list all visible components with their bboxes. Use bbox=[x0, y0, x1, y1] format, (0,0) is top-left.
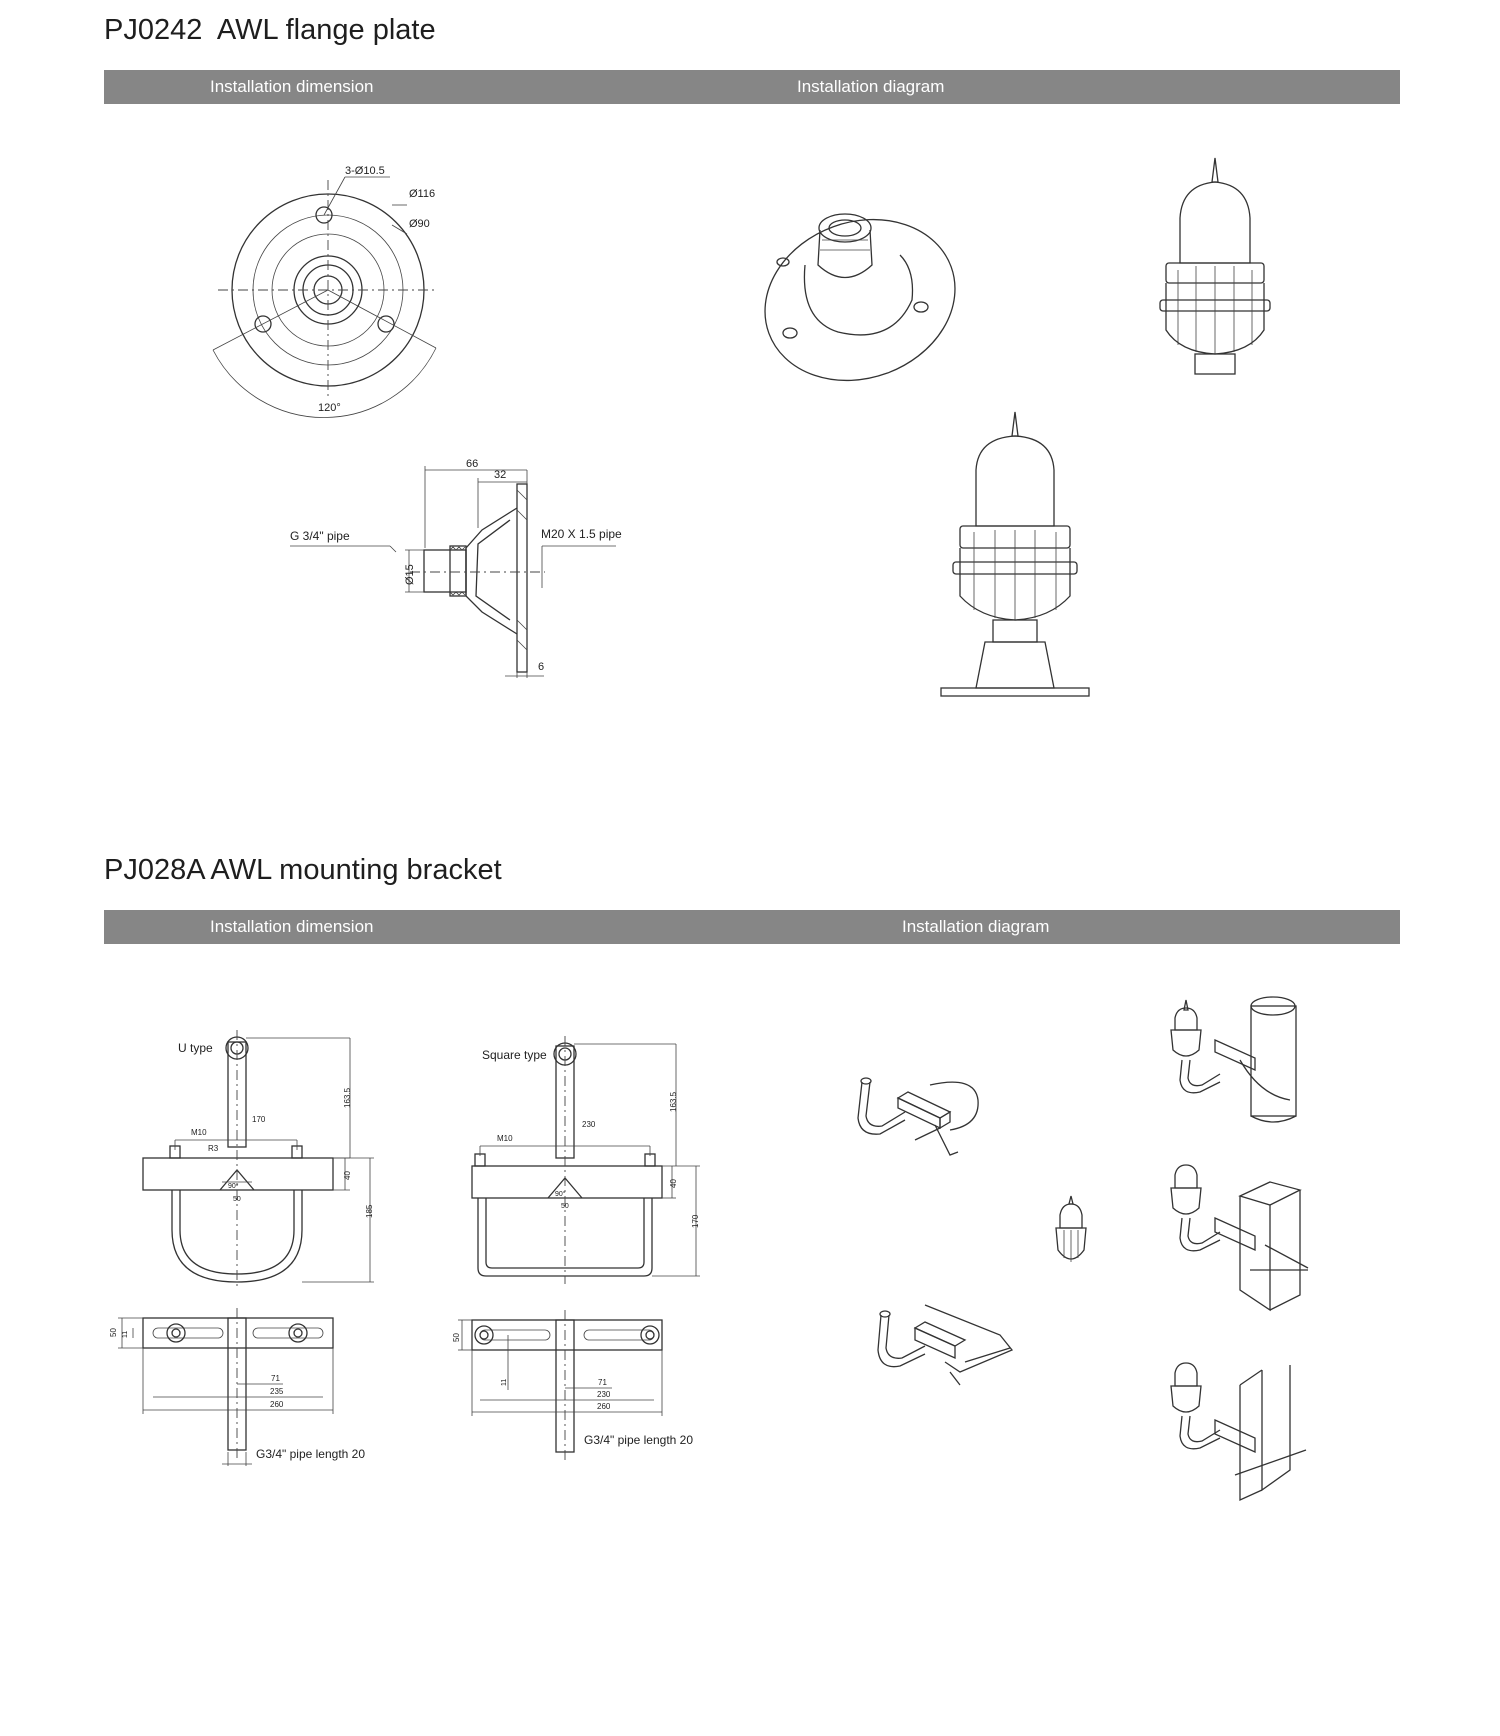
small-light-icon-drawing bbox=[1056, 1196, 1086, 1262]
dim-pipe-length: G3/4" pipe length 20 bbox=[584, 1433, 694, 1447]
dim-40: 40 bbox=[669, 1179, 678, 1188]
dim-230: 230 bbox=[597, 1390, 611, 1399]
dim-260: 260 bbox=[597, 1402, 611, 1411]
mounted-round-pole-drawing bbox=[1171, 997, 1296, 1122]
dim-d116: Ø116 bbox=[409, 188, 436, 200]
obstruction-light-drawing bbox=[1160, 158, 1270, 374]
u-type-bracket-front-drawing bbox=[143, 1030, 374, 1290]
dim-11: 11 bbox=[122, 1330, 129, 1338]
label-u-type: U type bbox=[178, 1041, 213, 1055]
dim-50: 50 bbox=[109, 1328, 118, 1337]
u-bracket-isometric-drawing bbox=[858, 1078, 978, 1155]
dim-angle: 120° bbox=[318, 402, 341, 414]
dim-32: 32 bbox=[494, 469, 507, 481]
flange-isometric-drawing bbox=[742, 194, 978, 407]
dim-40: 40 bbox=[343, 1171, 352, 1180]
installation-dimension-label: Installation dimension bbox=[210, 77, 374, 96]
dim-230: 230 bbox=[582, 1120, 596, 1129]
light-on-flange-drawing bbox=[941, 412, 1089, 696]
dim-d90: Ø90 bbox=[409, 218, 430, 230]
dim-m10: M10 bbox=[191, 1128, 207, 1137]
section-title-mounting-bracket: PJ028A AWL mounting bracket bbox=[104, 854, 502, 886]
dim-50: 50 bbox=[452, 1333, 461, 1342]
dim-163-5: 163.5 bbox=[669, 1091, 678, 1112]
square-type-bracket-top-drawing bbox=[452, 1310, 693, 1462]
dim-71: 71 bbox=[271, 1374, 280, 1383]
section-title-flange-plate: PJ0242 AWL flange plate bbox=[104, 14, 436, 46]
dim-pipe-length: G3/4" pipe length 20 bbox=[256, 1447, 366, 1461]
square-bracket-isometric-drawing bbox=[878, 1305, 1012, 1385]
dim-90: 90° bbox=[555, 1191, 566, 1198]
flange-top-view-drawing bbox=[213, 165, 438, 418]
flange-side-section-drawing bbox=[290, 458, 622, 678]
dim-11: 11 bbox=[501, 1378, 508, 1386]
dim-holes: 3-Ø10.5 bbox=[345, 165, 385, 177]
dim-170: 170 bbox=[252, 1115, 266, 1124]
dim-71: 71 bbox=[598, 1378, 607, 1387]
dim-170: 170 bbox=[691, 1214, 700, 1228]
dim-50: 50 bbox=[233, 1196, 241, 1203]
u-type-bracket-top-drawing bbox=[109, 1308, 365, 1466]
dim-235: 235 bbox=[270, 1387, 284, 1396]
dim-m20-pipe: M20 X 1.5 pipe bbox=[541, 527, 622, 541]
dim-90: 90° bbox=[228, 1183, 239, 1190]
dim-d15: Ø15 bbox=[404, 564, 416, 585]
dim-185: 185 bbox=[365, 1204, 374, 1218]
dim-50: 50 bbox=[561, 1203, 569, 1210]
dim-m10: M10 bbox=[497, 1134, 513, 1143]
installation-dimension-label: Installation dimension bbox=[210, 917, 374, 936]
dim-163-5: 163.5 bbox=[343, 1087, 352, 1108]
dim-66: 66 bbox=[466, 458, 479, 470]
mounted-angle-iron-drawing bbox=[1171, 1363, 1306, 1500]
square-type-bracket-front-drawing bbox=[472, 1036, 700, 1284]
dim-6: 6 bbox=[538, 661, 545, 673]
dim-260: 260 bbox=[270, 1400, 284, 1409]
dim-g34-pipe: G 3/4" pipe bbox=[290, 529, 350, 543]
dim-r3: R3 bbox=[208, 1144, 219, 1153]
mounted-square-pole-drawing bbox=[1171, 1165, 1308, 1310]
installation-diagram-label: Installation diagram bbox=[902, 917, 1050, 936]
installation-diagram-label: Installation diagram bbox=[797, 77, 945, 96]
label-square-type: Square type bbox=[482, 1048, 547, 1062]
